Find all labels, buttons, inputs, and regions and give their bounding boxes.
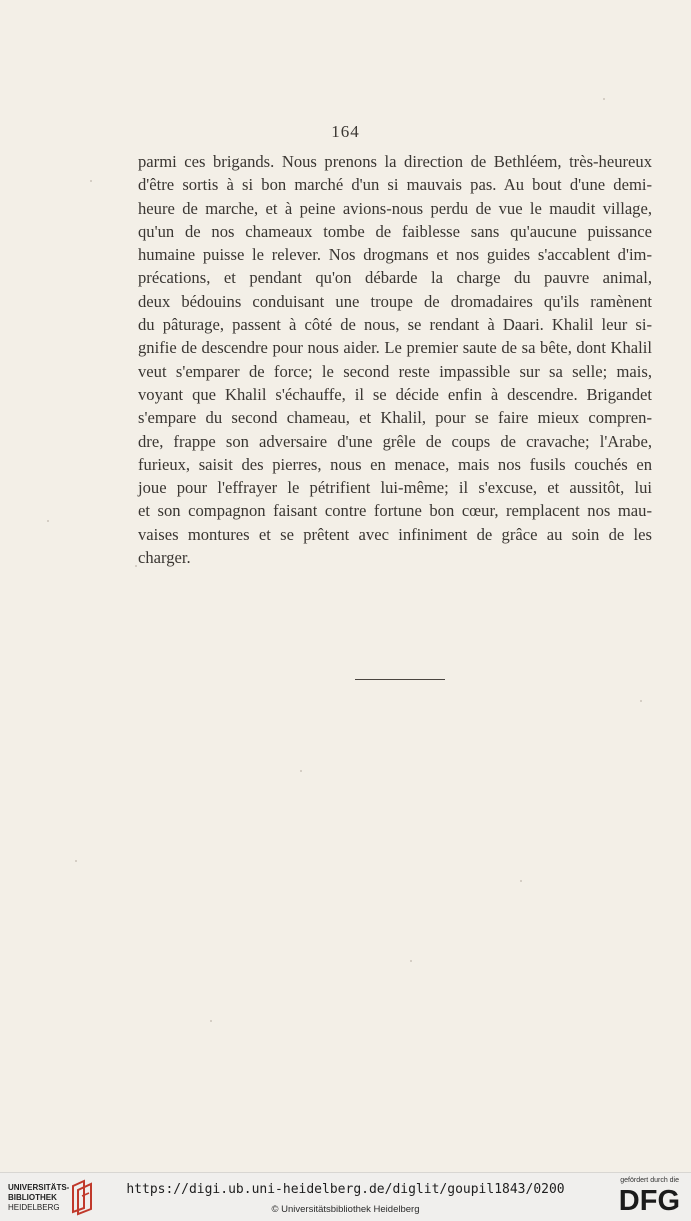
funded-by-label: gefördert durch die: [620, 1177, 679, 1184]
body-text: [138, 150, 652, 569]
footer-bar: [0, 1172, 691, 1221]
logo-text-line: HEIDELBERG: [8, 1203, 60, 1212]
permalink-url[interactable]: https://digi.ub.uni-heidelberg.de/diglit/goupil1843/0200: [126, 1182, 565, 1197]
paper-speck: [603, 98, 605, 100]
copyright-notice: © Universitätsbibliothek Heidelberg: [271, 1204, 420, 1215]
dfg-logo[interactable]: DFG: [618, 1185, 680, 1217]
text-line: charger.: [138, 548, 191, 568]
logo-text-line: UNIVERSITÄTS-: [8, 1183, 70, 1192]
text-line: heure de marche, et à peine avions-nous perdu de vue le maudit village,: [138, 198, 652, 218]
text-line: parmi ces brigands. Nous prenons la direction de Bethléem, très-heureux: [138, 152, 652, 171]
text-line: furieux, saisit des pierres, nous en menace, mais nos fusils couchés en: [138, 454, 652, 474]
paper-speck: [410, 960, 412, 962]
text-line: joue pour l'effrayer le pétrifient lui-même; il s'excuse, et aussitôt, lui: [138, 478, 652, 498]
page-number: 164: [331, 122, 360, 141]
text-line: gnifie de descendre pour nous aider. Le premier saute de sa bête, dont Khalil: [138, 338, 652, 358]
text-line: dre, frappe son adversaire d'une grêle de coups de cravache; l'Arabe,: [138, 431, 652, 451]
text-line: précations, et pendant qu'on débarde la charge du pauvre animal,: [138, 268, 652, 288]
paper-speck: [47, 520, 49, 522]
text-line: d'être sortis à si bon marché d'un si mauvais pas. Au bout d'une demi-: [138, 175, 652, 195]
text-line: deux bédouins conduisant une troupe de dromadaires qu'ils ramènent: [138, 291, 652, 311]
text-line: du pâturage, passent à côté de nous, se rendant à Daari. Khalil leur si-: [138, 315, 652, 335]
paper-speck: [75, 860, 77, 862]
text-line: s'empare du second chameau, et Khalil, pour se faire mieux compren-: [138, 408, 652, 428]
paper-speck: [210, 1020, 212, 1022]
paper-speck: [520, 880, 522, 882]
paper-speck: [300, 770, 302, 772]
text-line: voyant que Khalil s'échauffe, il se décide enfin à descendre. Brigandet: [138, 384, 652, 404]
logo-text-line: BIBLIOTHEK: [8, 1193, 57, 1202]
text-line: qu'un de nos chameaux tombe de faiblesse sans qu'aucune puissance: [138, 221, 652, 241]
text-line: vaises montures et se prêtent avec infiniment de grâce au soin de les: [138, 524, 652, 544]
paper-speck: [90, 180, 92, 182]
paper-speck: [640, 700, 642, 702]
text-line: humaine puisse le relever. Nos drogmans et nos guides s'accablent d'im-: [138, 245, 652, 265]
text-line: et son compagnon faisant contre fortune bon cœur, remplacent nos mau-: [138, 501, 652, 521]
paper-speck: [135, 565, 137, 567]
text-line: veut s'emparer de force; le second reste impassible sur sa selle; mais,: [138, 361, 652, 381]
end-rule: [355, 679, 445, 680]
